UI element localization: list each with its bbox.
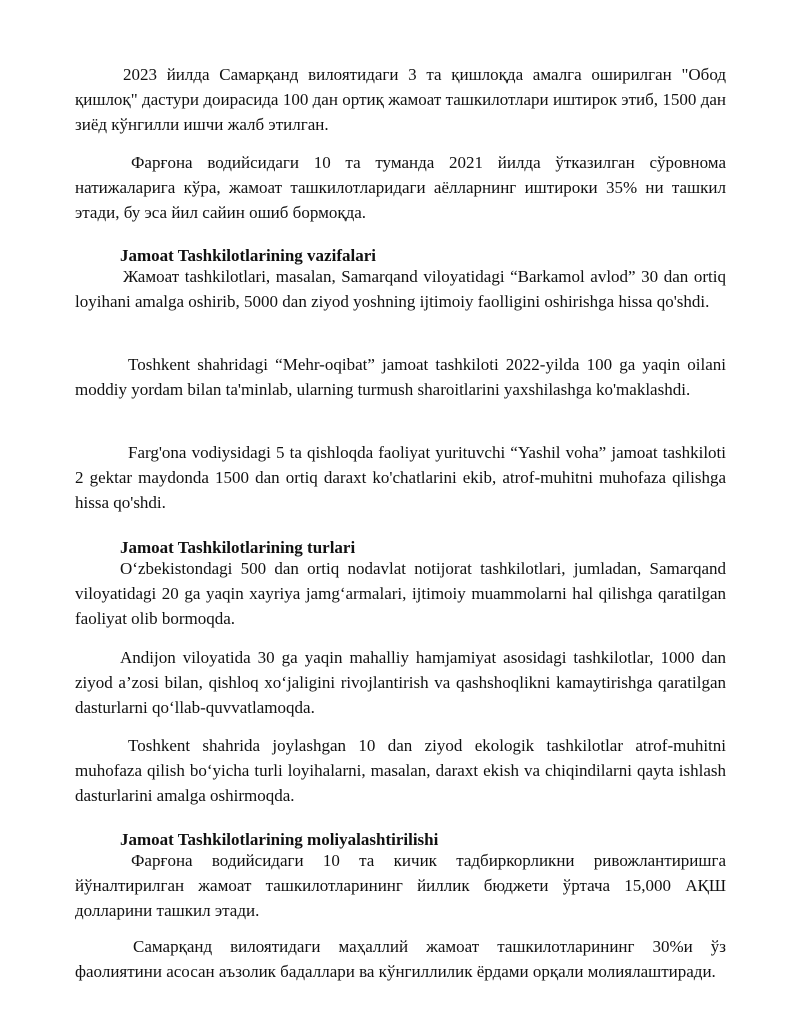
paragraph: Farg'ona vodiysidagi 5 ta qishloqda faoliyat yurituvchi “Yashil voha” jamoat tashkiloti 2 gektar maydonda 1500 dan ortiq daraxt ko'chatlarini ekib, atrof-muhitni muhofaza qilishga hissa qo'shdi. [75,443,726,512]
paragraph: 2023 йилда Самарқанд вилоятидаги 3 та қишлоқда амалга оширилган "Обод қишлоқ" дастури доирасида 100 дан ортиқ жамоат ташкилотлари иштирок этиб, 1500 дан зиёд кўнгилли ишчи жалб этилган. [75,65,726,134]
section-heading: Jamoat Tashkilotlarining vazifalari [120,246,376,265]
section-heading: Jamoat Tashkilotlarining moliyalashtirilishi [120,830,439,849]
paragraph: Фарғона водийсидаги 10 та кичик тадбиркорликни ривожлантиришга йўналтирилган жамоат ташкилотларининг йиллик бюджети ўртача 15,000 АҚШ долларини ташкил этади. [75,851,726,920]
section-heading: Jamoat Tashkilotlarining turlari [120,538,356,557]
paragraph: Жамоат tashkilotlari, masalan, Samarqand viloyatidagi “Barkamol avlod” 30 dan ortiq loyihani amalga oshirib, 5000 dan ziyod yoshning ijtimoiy faolligini oshirishga hissa qo'shdi. [75,267,726,311]
paragraph: O‘zbekistondagi 500 dan ortiq nodavlat notijorat tashkilotlari, jumladan, Samarqand viloyatidagi 20 ga yaqin xayriya jamg‘armalari, ijtimoiy muammolarni hal qilishga qaratilgan faoliyat olib bormoqda. [75,559,726,628]
paragraph: Andijon viloyatida 30 ga yaqin mahalliy hamjamiyat asosidagi tashkilotlar, 1000 dan ziyod a’zosi bilan, qishloq xo‘jaligini rivojlantirish va qashshoqlikni kamaytirishga qaratilgan dasturlarni qo‘llab-quvvatlamoqda. [75,648,726,717]
paragraph: Фарғона водийсидаги 10 та туманда 2021 йилда ўтказилган сўровнома натижаларига кўра, жамоат ташкилотларидаги аёлларнинг иштироки 35% ни ташкил этади, бу эса йил сайин ошиб бормоқда. [75,153,726,222]
paragraph: Toshkent shahrida joylashgan 10 dan ziyod ekologik tashkilotlar atrof-muhitni muhofaza qilish bo‘yicha turli loyihalarni, masalan, daraxt ekish va chiqindilarni qayta ishlash dasturlarini amalga oshirmoqda. [75,736,726,805]
paragraph: Toshkent shahridagi “Mehr-oqibat” jamoat tashkiloti 2022-yilda 100 ga yaqin oilani moddiy yordam bilan ta'minlab, ularning turmush sharoitlarini yaxshilashga ko'maklashdi. [75,355,726,399]
paragraph: Самарқанд вилоятидаги маҳаллий жамоат ташкилотларининг 30%и ўз фаолиятини асосан аъзолик бадаллари ва кўнгиллилик ёрдами орқали молиялаштиради. [75,937,726,981]
